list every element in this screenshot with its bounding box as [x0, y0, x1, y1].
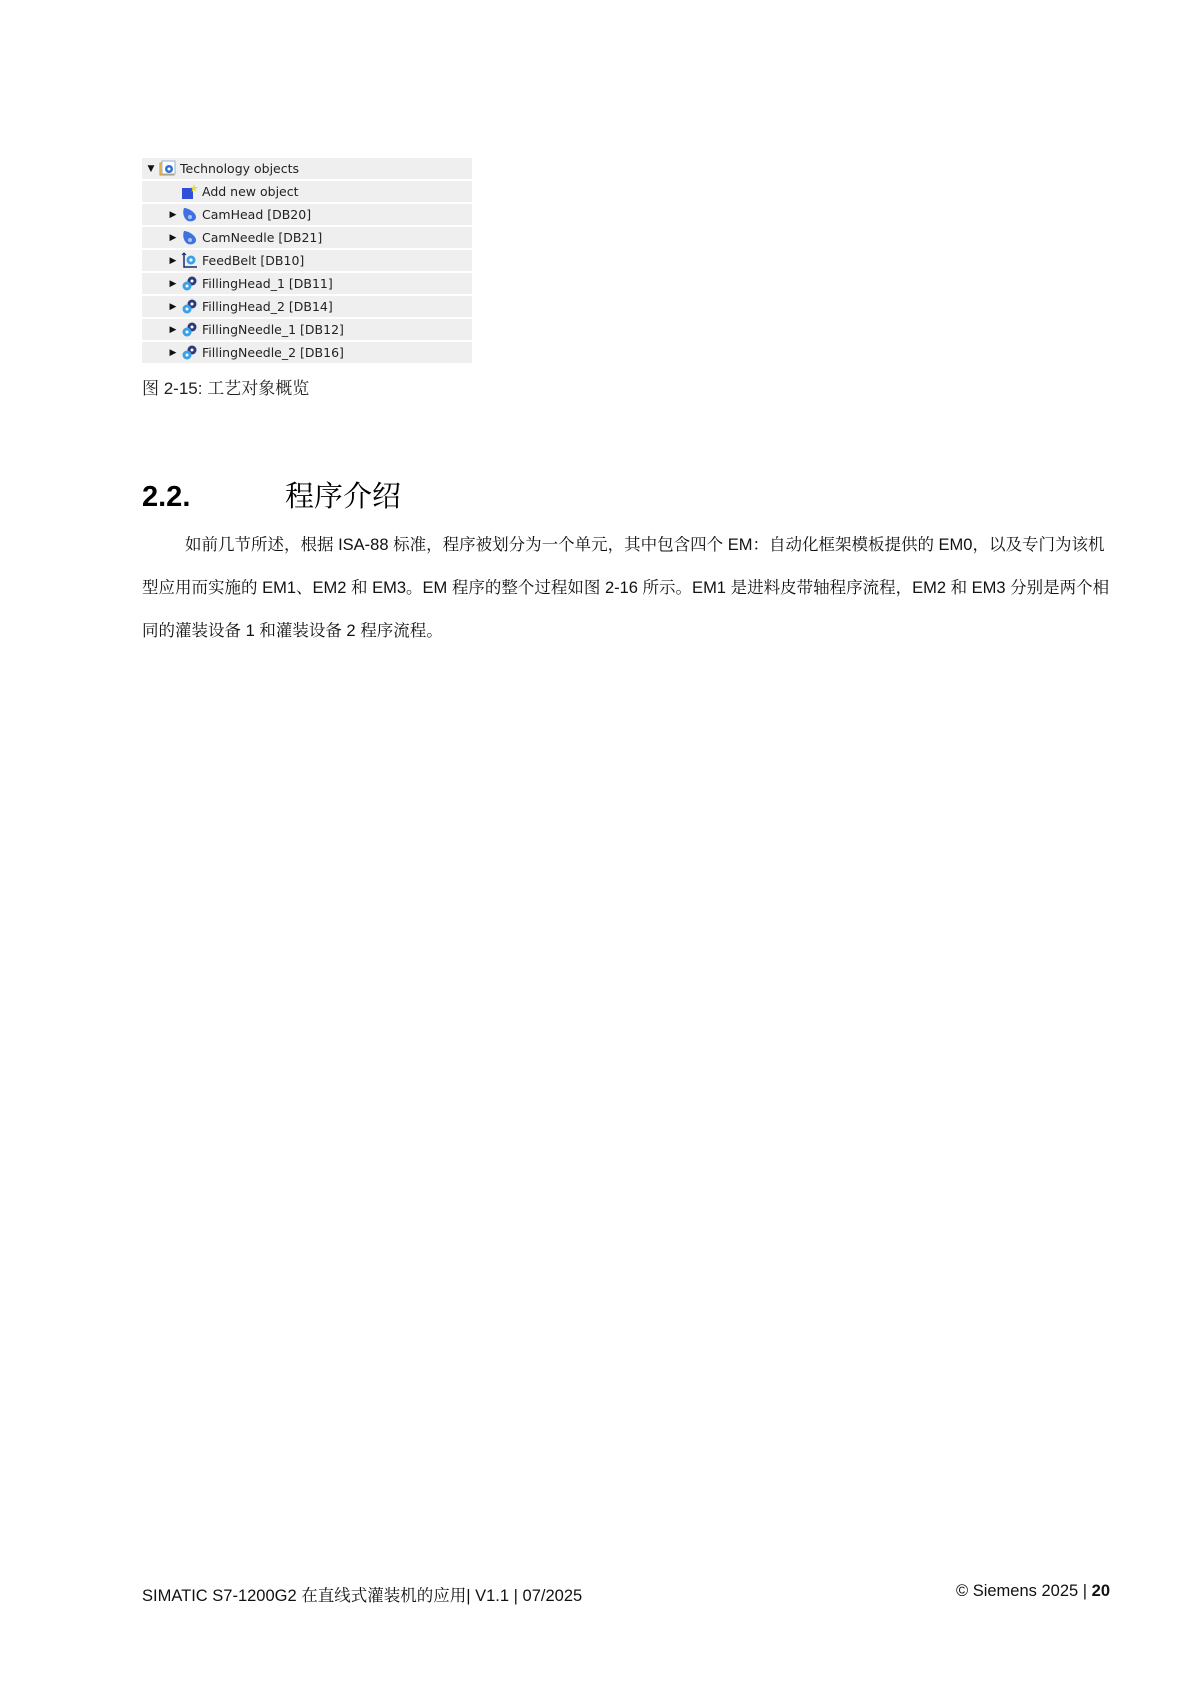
gear-axis-icon — [180, 298, 198, 316]
tree-item-add-new-object[interactable] — [142, 181, 472, 202]
expand-right-icon[interactable]: ▶ — [169, 347, 177, 358]
tree-item-camneedle[interactable] — [142, 227, 472, 248]
tree-item-label: FillingHead_1 [DB11] — [202, 276, 333, 291]
tree-item-fillingneedle-2[interactable] — [142, 342, 472, 363]
tree-item-label: FillingNeedle_1 [DB12] — [202, 322, 344, 337]
section-body — [142, 524, 1110, 653]
copyright-text: © Siemens 2025 | — [955, 1582, 1092, 1600]
expand-down-icon[interactable]: ▼ — [147, 163, 155, 174]
expand-right-icon[interactable]: ▶ — [169, 301, 177, 312]
expand-right-icon[interactable]: ▶ — [169, 278, 177, 289]
tree-item-label: CamHead [DB20] — [202, 207, 312, 222]
gear-axis-icon — [180, 344, 198, 362]
tree-item-label: FeedBelt [DB10] — [202, 253, 305, 268]
gear-axis-icon — [180, 321, 198, 339]
footer-document-title: SIMATIC S7-1200G2 在直线式灌装机的应用| V1.1 | 07/2025 — [142, 1587, 583, 1605]
tree-item-label: CamNeedle [DB21] — [202, 230, 323, 245]
expand-right-icon[interactable]: ▶ — [169, 232, 177, 243]
technology-objects-tree — [142, 158, 472, 363]
expand-right-icon[interactable]: ▶ — [169, 209, 177, 220]
expand-right-icon[interactable]: ▶ — [169, 255, 177, 266]
cam-icon — [180, 206, 198, 224]
add-new-object-icon — [180, 183, 198, 201]
page-number: 20 — [1091, 1582, 1110, 1600]
tree-item-label: Add new object — [202, 184, 299, 199]
tree-item-label: FillingNeedle_2 [DB16] — [202, 345, 344, 360]
figure-caption: 图 2-15: 工艺对象概览 — [142, 379, 310, 398]
tree-item-camhead[interactable] — [142, 204, 472, 225]
tree-item-label: Technology objects — [180, 161, 300, 176]
tree-item-technology-objects[interactable] — [142, 158, 472, 179]
section-number: 2.2. — [142, 481, 191, 513]
footer-copyright — [956, 1582, 1110, 1601]
body-paragraph: 如前几节所述，根据 ISA-88 标准，程序被划分为一个单元，其中包含四个 EM：自动化框架模板提供的 EM0，以及专门为该机型应用而实施的 EM1、EM2 和 EM3。EM 程序的整个过程如图 2-16 所示。EM1 是进料皮带轴程序流程，EM2 和 EM3 分别是两个相同的灌装设备 1 和灌装设备 2 程序流程。 — [142, 536, 1110, 640]
tree-item-feedbelt[interactable] — [142, 250, 472, 271]
positioning-axis-icon — [180, 252, 198, 270]
tree-item-label: FillingHead_2 [DB14] — [202, 299, 333, 314]
tree-item-fillinghead-1[interactable] — [142, 273, 472, 294]
section-heading — [142, 474, 401, 515]
section-title: 程序介绍 — [285, 481, 402, 513]
expand-right-icon[interactable]: ▶ — [169, 324, 177, 335]
gear-axis-icon — [180, 275, 198, 293]
tree-item-fillinghead-2[interactable] — [142, 296, 472, 317]
cam-icon — [180, 229, 198, 247]
tree-item-fillingneedle-1[interactable] — [142, 319, 472, 340]
technology-objects-folder-icon — [158, 160, 176, 178]
